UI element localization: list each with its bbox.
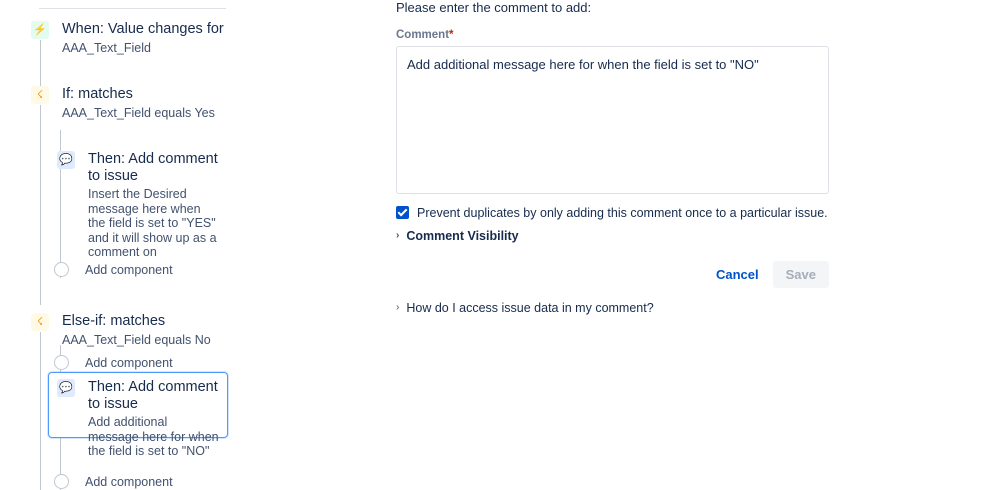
panel-divider bbox=[39, 8, 226, 9]
action-title: Then: Add comment to issue bbox=[88, 151, 218, 184]
action-configuration-panel bbox=[396, 0, 986, 315]
condition-branch-icon: ☇ bbox=[31, 313, 49, 331]
add-component-dot-icon bbox=[54, 262, 69, 277]
elseif-title: Else-if: matches bbox=[62, 313, 166, 329]
action-subtitle: Add additional message here for when the field is set to "NO" bbox=[88, 415, 219, 459]
comment-input[interactable] bbox=[396, 46, 829, 194]
chevron-right-icon: › bbox=[396, 302, 400, 314]
add-component-button-no-branch-bottom[interactable] bbox=[54, 474, 173, 489]
add-component-label: Add component bbox=[85, 262, 173, 277]
action-title: Then: Add comment to issue bbox=[88, 379, 218, 412]
required-marker: * bbox=[449, 28, 454, 41]
rule-connector-line bbox=[40, 332, 41, 490]
comment-visibility-toggle[interactable] bbox=[396, 229, 986, 243]
comment-label-text: Comment bbox=[396, 28, 450, 41]
add-component-button-no-branch-top[interactable] bbox=[54, 355, 173, 370]
comment-visibility-label: Comment Visibility bbox=[406, 228, 519, 243]
rule-node-trigger[interactable] bbox=[31, 21, 291, 55]
action-subtitle: Insert the Desired message here when the field is set to "YES" and it will show up as a comment on bbox=[88, 187, 217, 260]
rule-node-action-comment-no[interactable] bbox=[48, 372, 228, 459]
help-link-label: How do I access issue data in my comment? bbox=[406, 300, 654, 315]
condition-branch-icon: ☇ bbox=[31, 86, 49, 104]
add-component-dot-icon bbox=[54, 474, 69, 489]
chevron-right-icon: › bbox=[396, 230, 400, 242]
rule-connector-line bbox=[40, 105, 41, 305]
add-component-button-yes-branch[interactable] bbox=[54, 262, 173, 277]
rule-node-text bbox=[62, 313, 211, 347]
comment-action-icon: 💬 bbox=[57, 379, 75, 397]
rule-builder-panel bbox=[0, 0, 380, 490]
form-intro-text: Please enter the comment to add: bbox=[396, 0, 592, 15]
rule-node-action-comment-yes[interactable] bbox=[48, 144, 228, 269]
prevent-duplicates-row[interactable] bbox=[396, 206, 986, 220]
elseif-subtitle: AAA_Text_Field equals No bbox=[62, 332, 211, 347]
rule-node-text bbox=[62, 86, 215, 120]
form-actions bbox=[396, 261, 829, 288]
add-component-label: Add component bbox=[85, 355, 173, 370]
trigger-bolt-icon: ⚡ bbox=[31, 21, 49, 39]
comment-action-icon: 💬 bbox=[57, 151, 75, 169]
if-subtitle: AAA_Text_Field equals Yes bbox=[62, 105, 215, 120]
cancel-button[interactable]: Cancel bbox=[708, 262, 767, 287]
rule-node-text bbox=[88, 379, 219, 459]
comment-field-label bbox=[396, 29, 986, 41]
add-component-label: Add component bbox=[85, 474, 173, 489]
trigger-subtitle: AAA_Text_Field bbox=[62, 40, 151, 55]
rule-node-elseif-condition[interactable] bbox=[31, 313, 291, 347]
help-link[interactable] bbox=[396, 301, 986, 315]
rule-node-if-condition[interactable] bbox=[31, 86, 291, 120]
rule-node-text bbox=[62, 21, 224, 55]
rule-node-text bbox=[88, 151, 219, 260]
if-title: If: matches bbox=[62, 86, 133, 102]
trigger-title: When: Value changes for bbox=[62, 21, 224, 37]
prevent-duplicates-label: Prevent duplicates by only adding this comment once to a particular issue. bbox=[417, 205, 828, 220]
prevent-duplicates-checkbox[interactable] bbox=[396, 206, 409, 219]
add-component-dot-icon bbox=[54, 355, 69, 370]
save-button[interactable]: Save bbox=[773, 261, 829, 288]
